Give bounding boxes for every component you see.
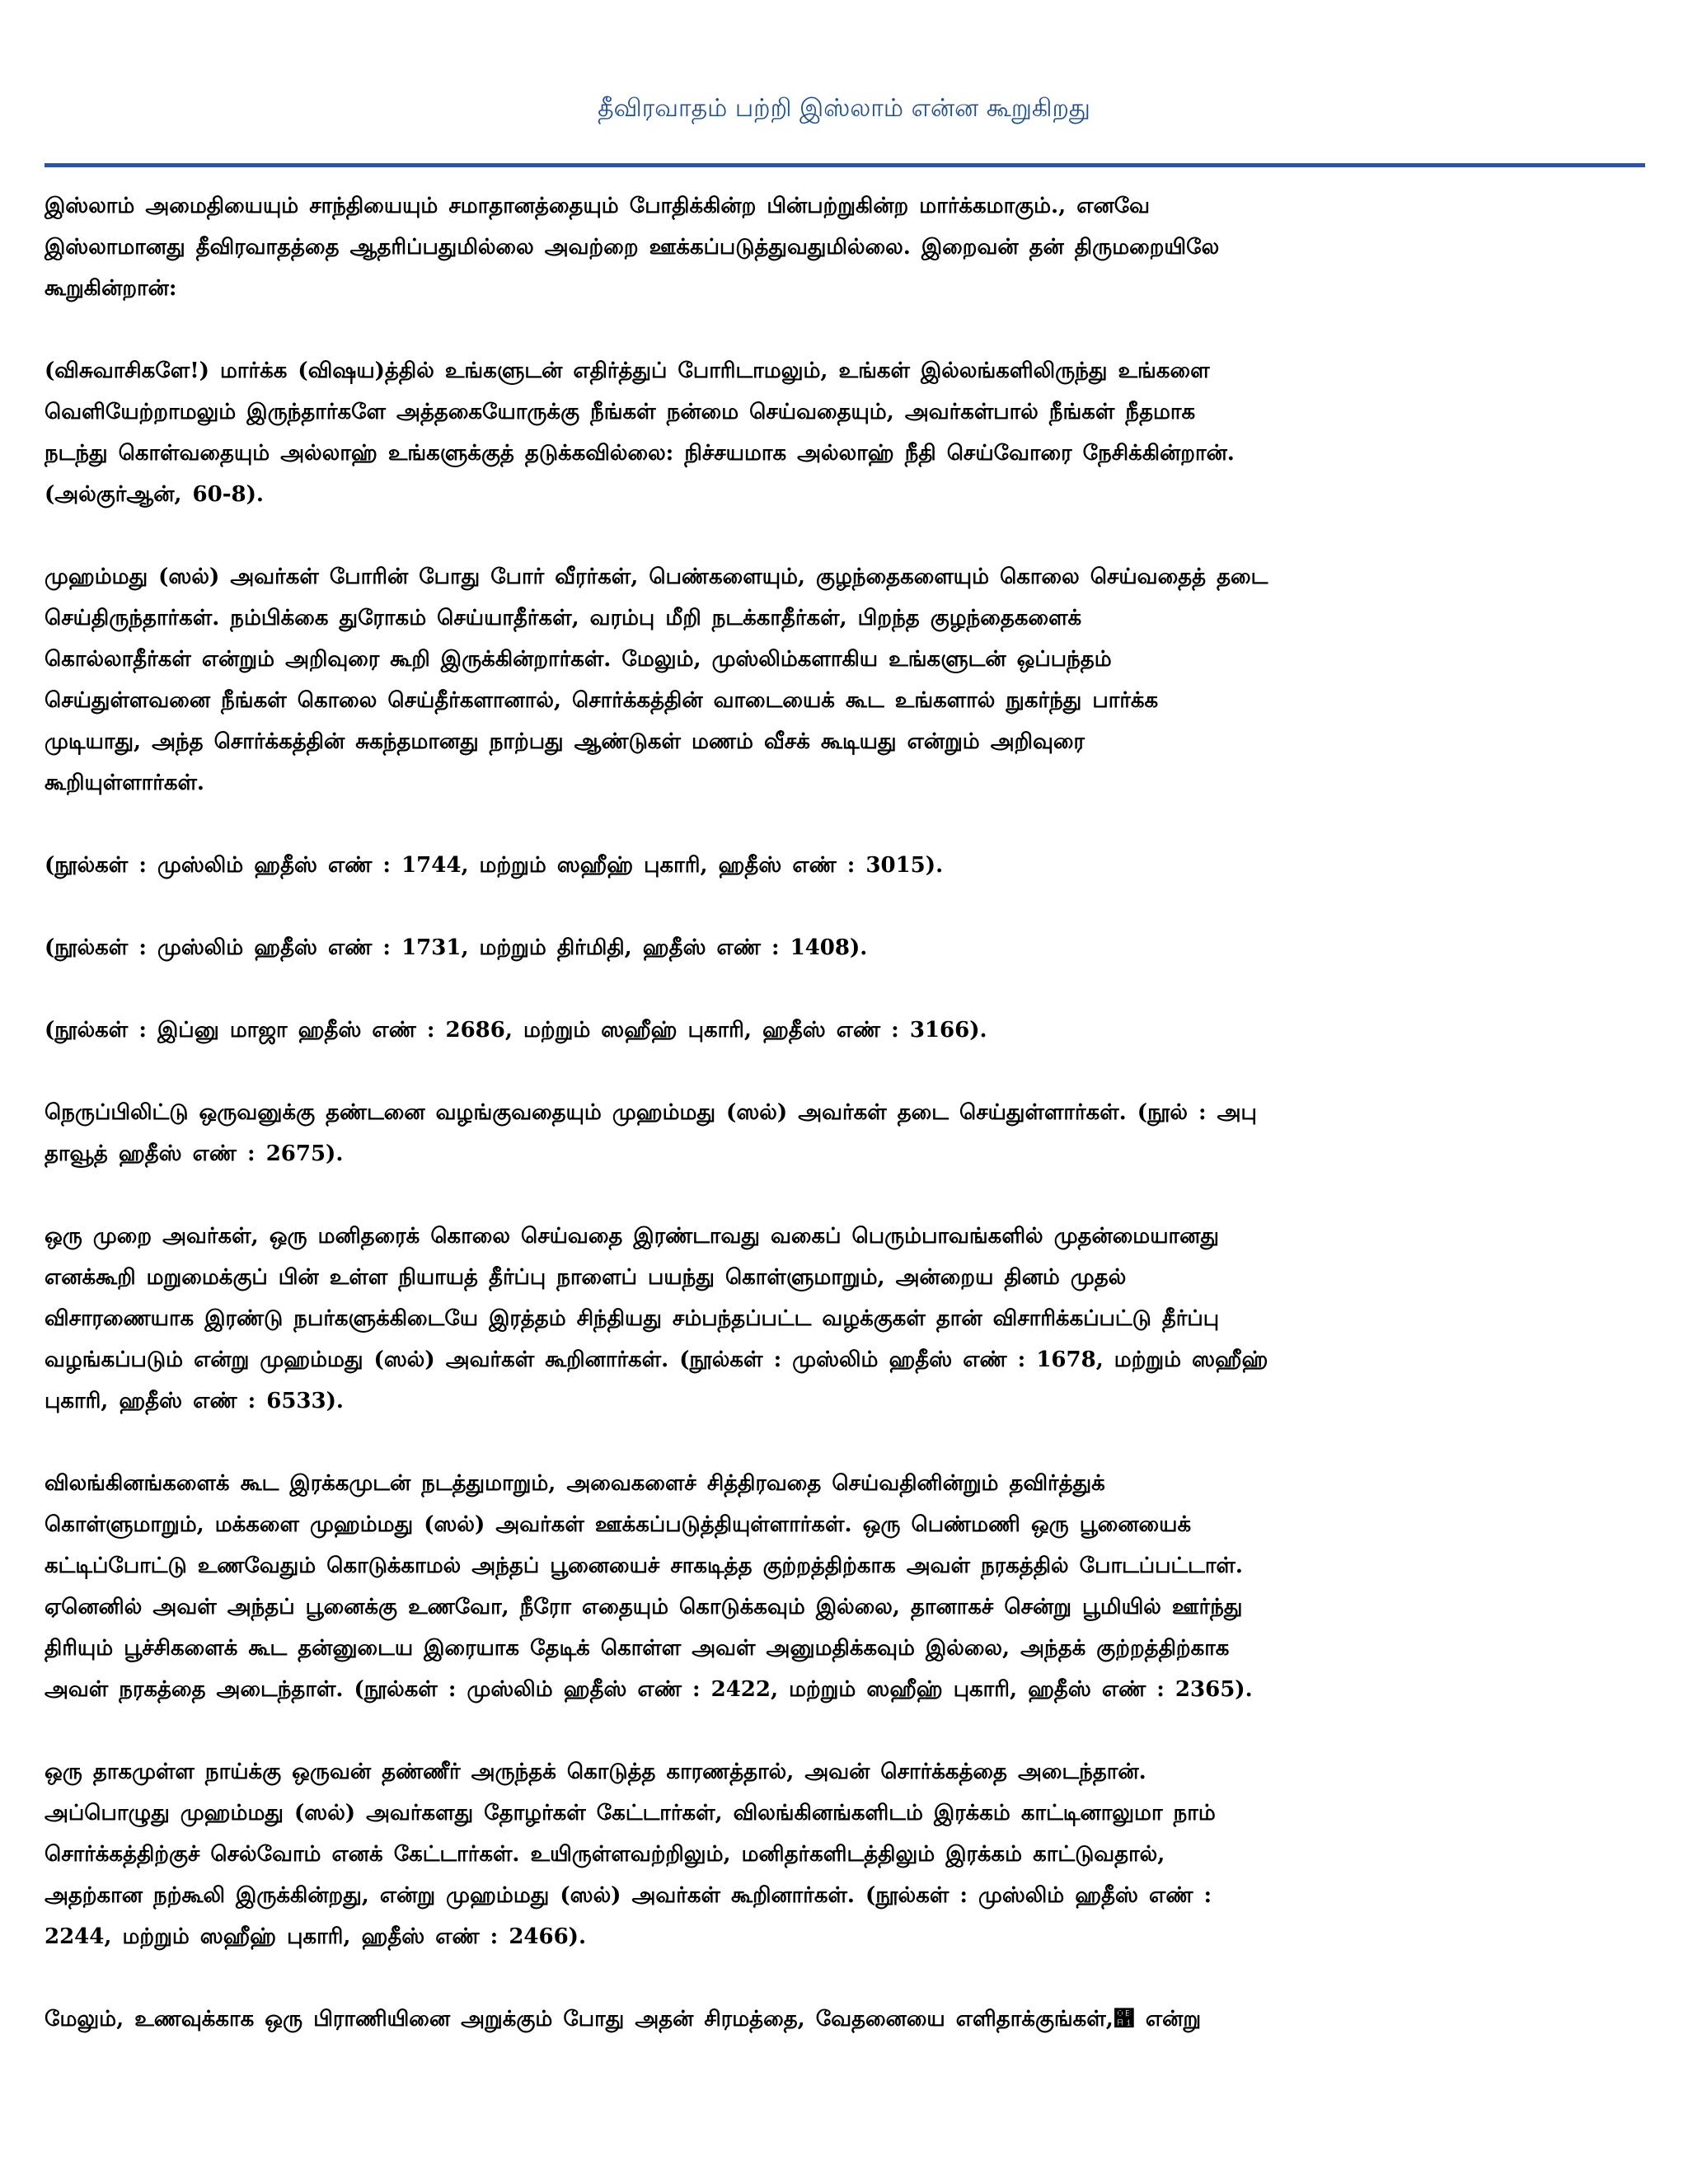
text-line: அதற்கான நற்கூலி இருக்கின்றது, என்று முஹம்மது (ஸல்) அவர்கள் கூறினார்கள். (நூல்கள் : முஸ்லிம் ஹதீஸ் எண் :: [45, 1883, 1212, 1908]
paragraph: [45, 1463, 1645, 1710]
text-line: புகாரி, ஹதீஸ் எண் : 6533).: [45, 1389, 344, 1413]
text-line: வெளியேற்றாமலும் இருந்தார்களே அத்தகையோருக்கு நீங்கள் நன்மை செய்வதையும், அவர்கள்பால் நீங்கள் நீதமாக: [45, 400, 1196, 424]
text-line: செய்துள்ளவனை நீங்கள் கொலை செய்தீர்களானால், சொர்க்கத்தின் வாடையைக் கூட உங்களால் நுகர்ந்து பார்க்க: [45, 688, 1159, 713]
text-line: தாவூத் ஹதீஸ் எண் : 2675).: [45, 1141, 344, 1166]
paragraph: [45, 1092, 1645, 1174]
text-line: செய்திருந்தார்கள். நம்பிக்கை துரோகம் செய்யாதீர்கள், வரம்பு மீறி நடக்காதீர்கள், பிறந்த குழந்தைகளைக்: [45, 606, 1082, 630]
text-line: கொள்ளுமாறும், மக்களை முஹம்மது (ஸல்) அவர்கள் ஊக்கப்படுத்தியுள்ளார்கள். ஒரு பெண்மணி ஒரு பூனையைக்: [45, 1512, 1192, 1537]
text-line: (அல்குர்ஆன், 60-8).: [45, 482, 264, 507]
text-line: இஸ்லாமானது தீவிரவாதத்தை ஆதரிப்பதுமில்லை அவற்றை ஊக்கப்படுத்துவதுமில்லை. இறைவன் தன் திருமறையிலே: [45, 235, 1220, 260]
paragraph: [45, 350, 1645, 515]
text-line: நடந்து கொள்வதையும் அல்லாஹ் உங்களுக்குத் தடுக்கவில்லை: நிச்சயமாக அல்லாஹ் நீதி செய்வோரை நேசிக்கின்றான்.: [45, 441, 1235, 466]
text-line: இஸ்லாம் அமைதியையும் சாந்தியையும் சமாதானத்தையும் போதிக்கின்ற பின்பற்றுகின்ற மார்க்கமாகும்., எனவே: [45, 194, 1151, 218]
text-line: கொல்லாதீர்கள் என்றும் அறிவுரை கூறி இருக்கின்றார்கள். மேலும், முஸ்லிம்களாகிய உங்களுடன் ஒப்பந்தம்: [45, 647, 1112, 672]
text-line: நெருப்பிலிட்டு ஒருவனுக்கு தண்டனை வழங்குவதையும் முஹம்மது (ஸல்) அவர்கள் தடை செய்துள்ளார்கள். (நூல் : அபு: [45, 1100, 1257, 1125]
text-line: அவள் நரகத்தை அடைந்தாள். (நூல்கள் : முஸ்லிம் ஹதீஸ் எண் : 2422, மற்றும் ஸஹீஹ் புகாரி, ஹதீஸ் எண் : 2365).: [45, 1677, 1253, 1702]
text-line: திரியும் பூச்சிகளைக் கூட தன்னுடைய இரையாக தேடிக் கொள்ள அவள் அனுமதிக்கவும் இல்லை, அந்தக் குற்றத்திற்காக: [45, 1636, 1230, 1661]
text-line: விலங்கினங்களைக் கூட இரக்கமுடன் நடத்துமாறும், அவைகளைச் சித்திரவதை செய்வதினின்றும் தவிர்த்துக்: [45, 1471, 1105, 1496]
text-line: மேலும், உணவுக்காக ஒரு பிராணியினை அறுக்கும் போது அதன் சிரமத்தை, வேதனையை எளிதாக்குங்கள்,஡ என்று: [45, 2007, 1202, 2032]
paragraph: [45, 845, 1645, 886]
paragraph: [45, 1216, 1645, 1422]
text-line: கட்டிப்போட்டு உணவேதும் கொடுக்காமல் அந்தப் பூனையைச் சாகடித்த குற்றத்திற்காக அவள் நரகத்தில் போடப்பட்டாள்.: [45, 1554, 1243, 1578]
paragraph: [45, 1751, 1645, 1957]
text-line: சொர்க்கத்திற்குச் செல்வோம் எனக் கேட்டார்கள். உயிருள்ளவற்றிலும், மனிதர்களிடத்திலும் இரக்கம் காட்டுவதால்,: [45, 1842, 1165, 1867]
text-line: 2244, மற்றும் ஸஹீஹ் புகாரி, ஹதீஸ் எண் : 2466).: [45, 1924, 587, 1949]
paragraph: [45, 556, 1645, 804]
text-line: எனக்கூறி மறுமைக்குப் பின் உள்ள நியாயத் தீர்ப்பு நாளைப் பயந்து கொள்ளுமாறும், அன்றைய தினம் முதல்: [45, 1265, 1127, 1290]
text-line: ஒரு முறை அவர்கள், ஒரு மனிதரைக் கொலை செய்வதை இரண்டாவது வகைப் பெரும்பாவங்களில் முதன்மையானது: [45, 1224, 1219, 1249]
paragraph: [45, 927, 1645, 968]
paragraph: [45, 1999, 1645, 2040]
text-line: (விசுவாசிகளே!) மார்க்க (விஷய)த்தில் உங்களுடன் எதிர்த்துப் போரிடாமலும், உங்கள் இல்லங்களிலிருந்து உங்களை: [45, 359, 1210, 383]
text-line: கூறியுள்ளார்கள்.: [45, 771, 204, 795]
text-line: முஹம்மது (ஸல்) அவர்கள் போரின் போது போர் வீரர்கள், பெண்களையும், குழந்தைகளையும் கொலை செய்வதைத் தடை: [45, 565, 1268, 589]
text-line: ஏனெனில் அவள் அந்தப் பூனைக்கு உணவோ, நீரோ எதையும் கொடுக்கவும் இல்லை, தானாகச் சென்று பூமியில் ஊர்ந்து: [45, 1595, 1243, 1619]
paragraph: [45, 185, 1645, 309]
text-line: கூறுகின்றான்:: [45, 276, 177, 301]
text-line: ஒரு தாகமுள்ள நாய்க்கு ஒருவன் தண்ணீர் அருந்தக் கொடுத்த காரணத்தால், அவன் சொர்க்கத்தை அடைந்தான்.: [45, 1760, 1146, 1784]
text-line: அப்பொழுது முஹம்மது (ஸல்) அவர்களது தோழர்கள் கேட்டார்கள், விலங்கினங்களிடம் இரக்கம் காட்டினாலுமா நாம்: [45, 1801, 1216, 1825]
title-divider: [45, 163, 1645, 167]
document-title: தீவிரவாதம் பற்றி இஸ்லாம் என்ன கூறுகிறது: [598, 94, 1090, 123]
text-line: (நூல்கள் : இப்னு மாஜா ஹதீஸ் எண் : 2686, மற்றும் ஸஹீஹ் புகாரி, ஹதீஸ் எண் : 3166).: [45, 1018, 987, 1043]
text-line: (நூல்கள் : முஸ்லிம் ஹதீஸ் எண் : 1731, மற்றும் திர்மிதி, ஹதீஸ் எண் : 1408).: [45, 935, 868, 960]
text-line: விசாரணையாக இரண்டு நபர்களுக்கிடையே இரத்தம் சிந்தியது சம்பந்தப்பட்ட வழக்குகள் தான் விசாரிக்கப்பட்டு தீர்ப்பு: [45, 1306, 1220, 1331]
text-line: வழங்கப்படும் என்று முஹம்மது (ஸல்) அவர்கள் கூறினார்கள். (நூல்கள் : முஸ்லிம் ஹதீஸ் எண் : 1678, மற்றும் ஸஹீஹ்: [45, 1347, 1268, 1372]
paragraph: [45, 1010, 1645, 1051]
text-line: முடியாது, அந்த சொர்க்கத்தின் சுகந்தமானது நாற்பது ஆண்டுகள் மணம் வீசக் கூடியது என்றும் அறிவுரை: [45, 729, 1085, 754]
document-body: [45, 185, 1645, 2081]
text-line: (நூல்கள் : முஸ்லிம் ஹதீஸ் எண் : 1744, மற்றும் ஸஹீஹ் புகாரி, ஹதீஸ் எண் : 3015).: [45, 853, 944, 878]
